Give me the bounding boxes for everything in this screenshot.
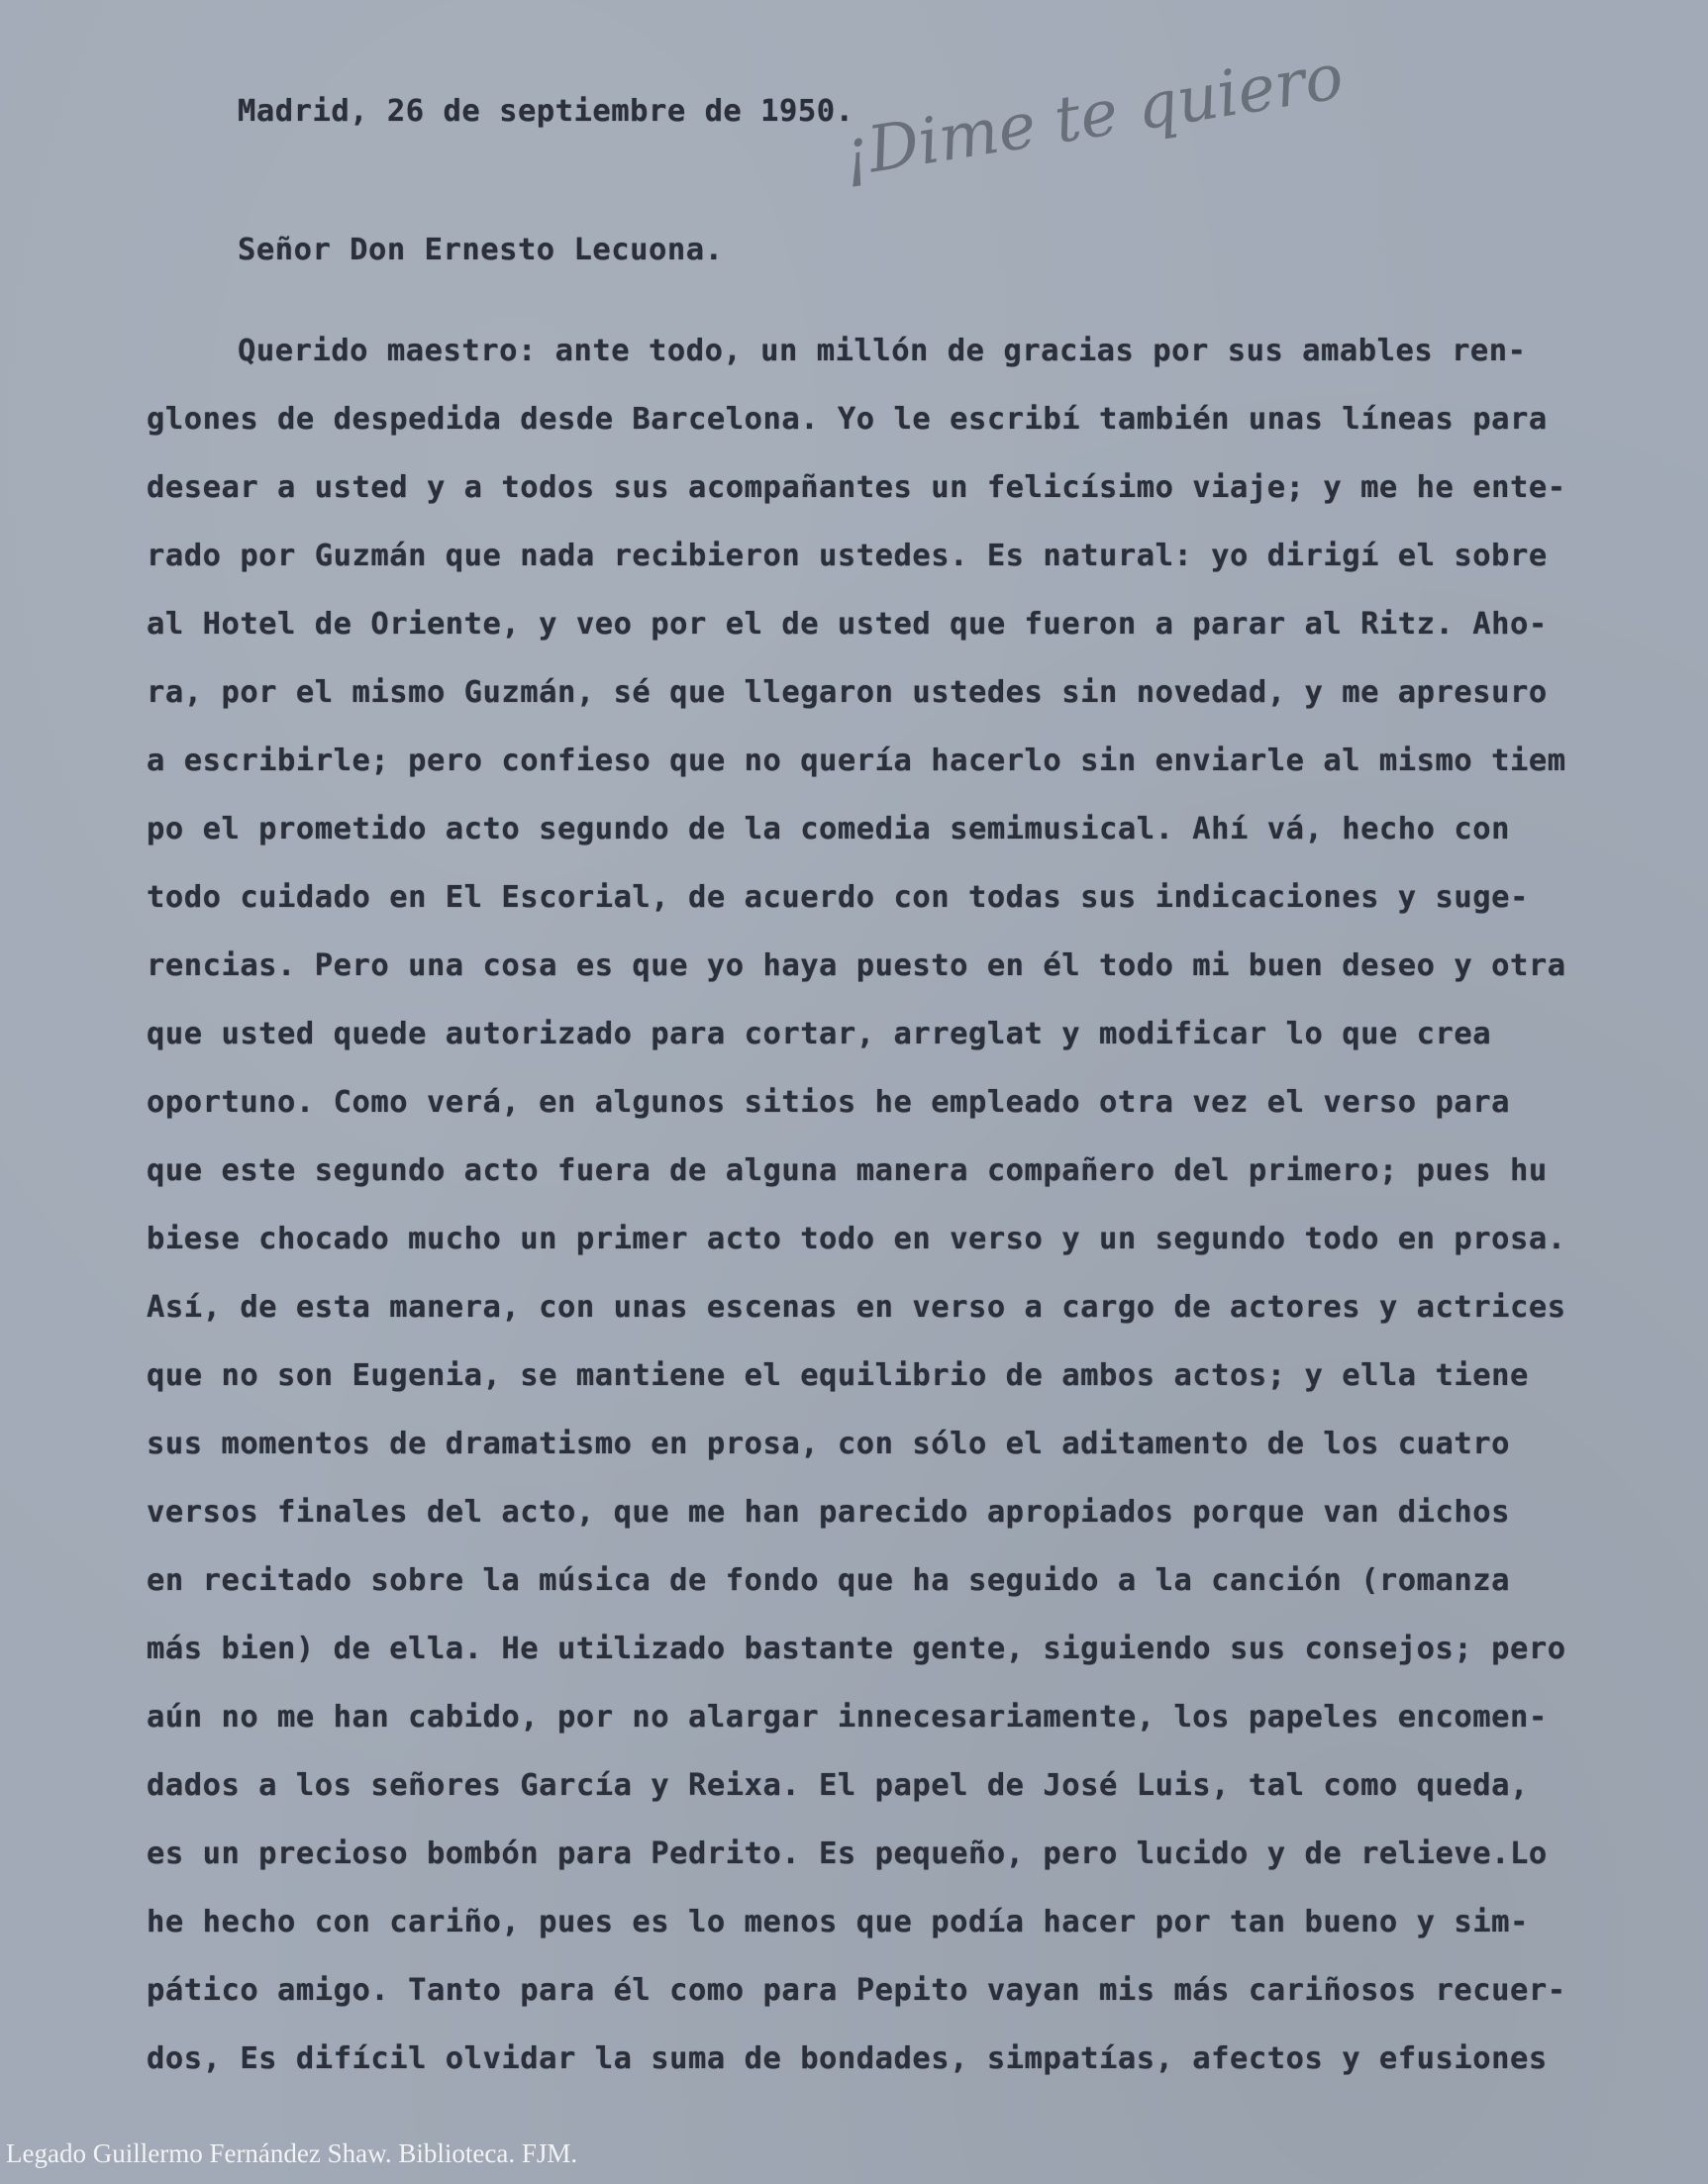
- body-line: sus momentos de dramatismo en prosa, con sólo el aditamento de los cuatro: [147, 1427, 1510, 1461]
- body-line: Querido maestro: ante todo, un millón de gracias por sus amables ren-: [238, 334, 1527, 368]
- body-line: pático amigo. Tanto para él como para Pepito vayan mis más cariñosos recuer-: [147, 1973, 1566, 2008]
- body-line: más bien) de ella. He utilizado bastante gente, siguiendo sus consejos; pero: [147, 1632, 1566, 1666]
- body-line: dos, Es difícil olvidar la suma de bondades, simpatías, afectos y efusiones: [147, 2041, 1548, 2076]
- archive-credit: Legado Guillermo Fernández Shaw. Biblioteca. FJM.: [6, 2138, 578, 2168]
- body-line: biese chocado mucho un primer acto todo en verso y un segundo todo en prosa.: [147, 1222, 1566, 1256]
- body-line: a escribirle; pero confieso que no quería hacerlo sin enviarle al mismo tiem: [147, 744, 1566, 778]
- body-line: rencias. Pero una cosa es que yo haya puesto en él todo mi buen deseo y otra: [147, 948, 1566, 983]
- handwritten-note: ¡Dime te quiero: [838, 40, 1349, 192]
- body-line: que no son Eugenia, se mantiene el equilibrio de ambos actos; y ella tiene: [147, 1358, 1529, 1393]
- body-line: desear a usted y a todos sus acompañantes un felicísimo viaje; y me he ente-: [147, 470, 1566, 505]
- body-line: oportuno. Como verá, en algunos sitios he empleado otra vez el verso para: [147, 1085, 1510, 1120]
- body-line: que usted quede autorizado para cortar, arreglat y modificar lo que crea: [147, 1017, 1492, 1051]
- body-line: glones de despedida desde Barcelona. Yo le escribí también unas líneas para: [147, 402, 1548, 437]
- letter-salutation: Señor Don Ernesto Lecuona.: [238, 233, 724, 267]
- body-line: es un precioso bombón para Pedrito. Es pequeño, pero lucido y de relieve.Lo: [147, 1837, 1548, 1871]
- body-line: po el prometido acto segundo de la comedia semimusical. Ahí vá, hecho con: [147, 812, 1510, 846]
- letter-date: Madrid, 26 de septiembre de 1950.: [238, 94, 854, 129]
- body-line: rado por Guzmán que nada recibieron ustedes. Es natural: yo dirigí el sobre: [147, 539, 1548, 573]
- body-line: Así, de esta manera, con unas escenas en verso a cargo de actores y actrices: [147, 1290, 1566, 1325]
- body-line: al Hotel de Oriente, y veo por el de usted que fueron a parar al Ritz. Aho-: [147, 607, 1548, 642]
- body-line: ra, por el mismo Guzmán, sé que llegaron ustedes sin novedad, y me apresuro: [147, 675, 1548, 710]
- body-line: versos finales del acto, que me han parecido apropiados porque van dichos: [147, 1495, 1510, 1530]
- body-line: dados a los señores García y Reixa. El papel de José Luis, tal como queda,: [147, 1768, 1529, 1803]
- body-line: que este segundo acto fuera de alguna manera compañero del primero; pues hu: [147, 1153, 1548, 1188]
- body-line: aún no me han cabido, por no alargar innecesariamente, los papeles encomen-: [147, 1700, 1548, 1735]
- body-line: en recitado sobre la música de fondo que ha seguido a la canción (romanza: [147, 1563, 1510, 1598]
- body-line: he hecho con cariño, pues es lo menos que podía hacer por tan bueno y sim-: [147, 1905, 1529, 1939]
- body-line: todo cuidado en El Escorial, de acuerdo con todas sus indicaciones y suge-: [147, 880, 1529, 915]
